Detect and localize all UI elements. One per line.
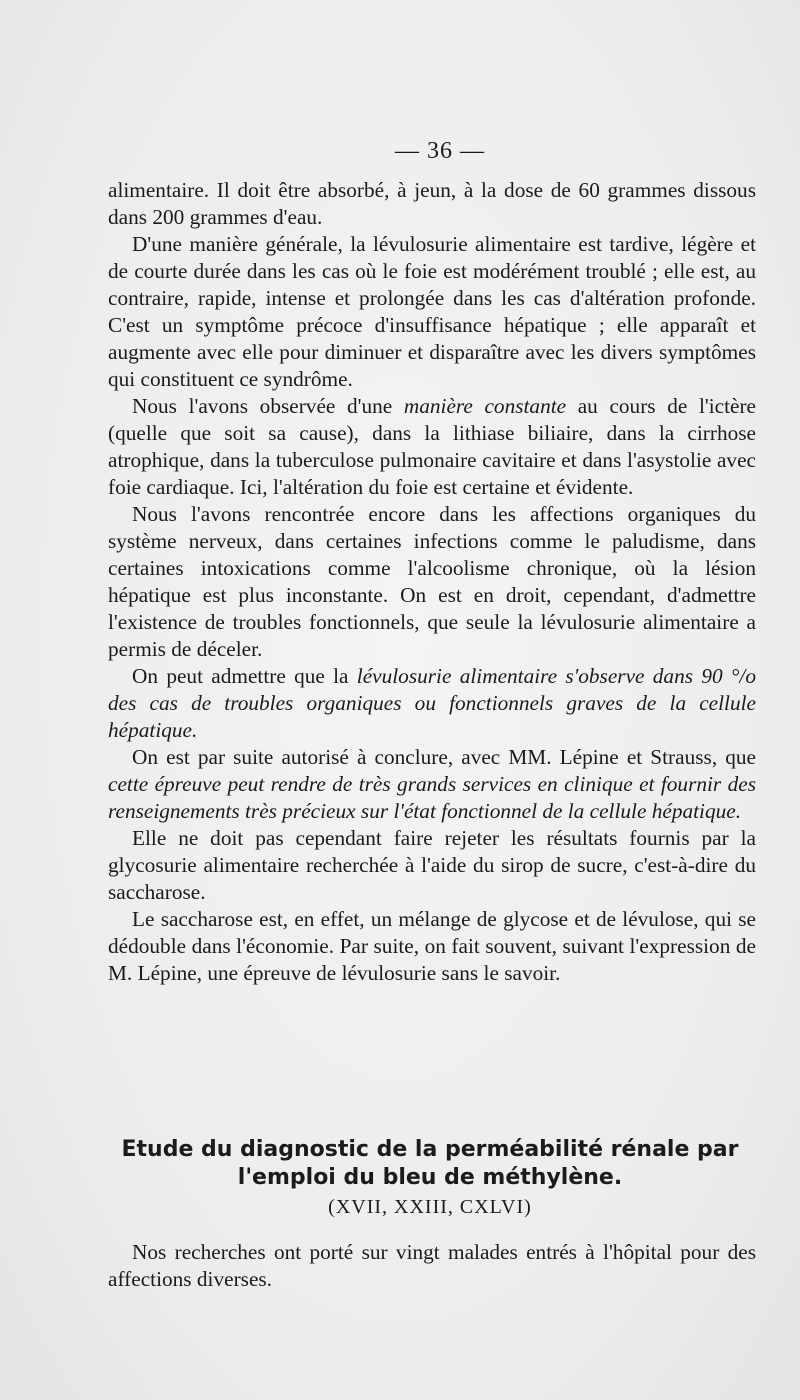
paragraph bbox=[108, 231, 756, 393]
paragraph bbox=[108, 744, 756, 825]
section-references: (XVII, XXIII, CXLVI) bbox=[328, 1196, 532, 1218]
text-segment: Nous l'avons rencontrée encore dans les affections organiques du système nerveux, dans certaines infections comme le paludisme, dans certaines intoxications comme l'alcoolisme chronique, où la lésion hépatique est plus inconstante. On est en droit, cependant, d'admettre l'existence de troubles fonctionnels, que seule la lévulosurie alimentaire a permis de déceler. bbox=[108, 502, 756, 661]
text-segment: Nous l'avons observée d'une bbox=[132, 394, 404, 418]
body-text bbox=[108, 177, 756, 987]
text-segment: alimentaire. Il doit être absorbé, à jeun, à la dose de 60 grammes dissous dans 200 grammes d'eau. bbox=[108, 178, 756, 229]
italic-segment: lévulosurie alimentaire s'observe dans 90 °/o des cas de troubles organiques ou fonctionnels graves de la cellule hépatique. bbox=[108, 664, 756, 742]
italic-segment: cette épreuve peut rendre de très grands services en clinique et fournir des renseignements très précieux sur l'état fonctionnel de la cellule hépatique. bbox=[108, 772, 756, 823]
section-heading-line: Etude du diagnostic de la perméabilité rénale par bbox=[121, 1137, 739, 1162]
paragraph bbox=[108, 906, 756, 987]
section-heading bbox=[90, 1136, 770, 1192]
text-segment: D'une manière générale, la lévulosurie alimentaire est tardive, légère et de courte durée dans les cas où le foie est modérément troublé ; elle est, au contraire, rapide, intense et prolongée dans les cas d'altération profonde. C'est un symptôme précoce d'insuffisance hépatique ; elle apparaît et augmente avec elle pour diminuer et disparaître avec les divers symptômes qui constituent ce syndrôme. bbox=[108, 232, 756, 391]
paragraph bbox=[108, 393, 756, 501]
paragraph bbox=[108, 663, 756, 744]
section-body bbox=[108, 1239, 756, 1293]
text-segment: Elle ne doit pas cependant faire rejeter les résultats fournis par la glycosurie alimentaire recherchée à l'aide du sirop de sucre, c'est-à-dire du saccharose. bbox=[108, 826, 756, 904]
paragraph bbox=[108, 501, 756, 663]
italic-segment: manière constante bbox=[403, 394, 567, 418]
text-segment: Le saccharose est, en effet, un mélange de glycose et de lévulose, qui se dédouble dans l'économie. Par suite, on fait souvent, suivant l'expression de M. Lépine, une épreuve de lévulosurie sans le savoir. bbox=[108, 907, 756, 985]
text-segment: au cours de l'ictère (quelle que soit sa cause), dans la lithiase biliaire, dans la cirrhose atrophique, dans la tuberculose pulmonaire cavitaire et dans l'asystolie avec foie cardiaque. Ici, l'altération du foie est certaine et évidente. bbox=[108, 394, 756, 499]
page-number: — 36 — bbox=[395, 138, 485, 164]
text-segment: On peut admettre que la bbox=[132, 664, 357, 688]
section-heading-line: l'emploi du bleu de méthylène. bbox=[237, 1165, 623, 1190]
paragraph: Nos recherches ont porté sur vingt malades entrés à l'hôpital pour des affections diverses. bbox=[108, 1240, 756, 1291]
text-segment: On est par suite autorisé à conclure, avec MM. Lépine et Strauss, que bbox=[132, 745, 756, 769]
paragraph bbox=[108, 177, 756, 231]
paragraph bbox=[108, 825, 756, 906]
